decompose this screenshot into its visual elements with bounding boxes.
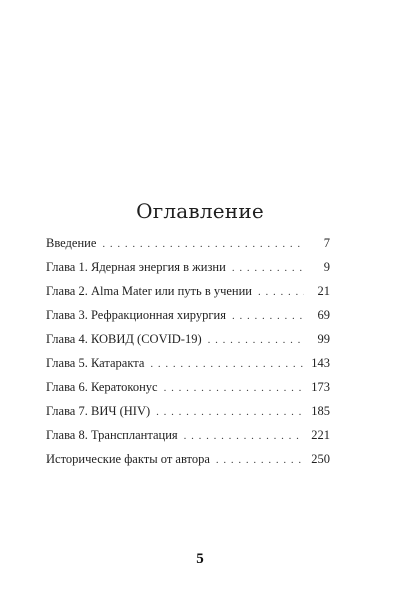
toc-entry-page-number: 21 (317, 284, 330, 298)
toc-entry-title: Исторические факты от автора (46, 452, 210, 466)
toc-entry (46, 380, 330, 404)
toc-heading: Оглавление (136, 199, 264, 223)
dot-leader (164, 382, 304, 394)
dot-leader (150, 358, 304, 370)
toc-entry-page-number: 7 (323, 236, 330, 250)
dot-leader (102, 238, 304, 250)
dot-leader (156, 406, 304, 418)
toc-entry (46, 452, 330, 476)
toc-entry-page-number: 173 (311, 380, 330, 394)
toc-entry (46, 332, 330, 356)
toc-entry-page-number: 9 (323, 260, 330, 274)
toc-entry-page-number: 185 (311, 404, 330, 418)
toc-entry-title: Глава 7. ВИЧ (HIV) (46, 404, 151, 418)
toc-entry (46, 284, 330, 308)
toc-entry-page-number: 99 (317, 332, 330, 346)
toc-entry-page-number: 250 (311, 452, 330, 466)
dot-leader (184, 430, 304, 442)
toc-entry-title: Глава 2. Alma Mater или путь в учении (46, 284, 252, 298)
toc-entry (46, 308, 330, 332)
toc-entry-title: Глава 1. Ядерная энергия в жизни (46, 260, 226, 274)
toc-entry-page-number: 69 (317, 308, 330, 322)
dot-leader (216, 454, 304, 466)
toc-entry-title: Глава 3. Рефракционная хирургия (46, 308, 226, 322)
toc-entry-title: Глава 5. Катаракта (46, 356, 145, 370)
toc-entry-title: Глава 8. Трансплантация (46, 428, 178, 442)
table-of-contents (46, 236, 330, 476)
toc-entry (46, 236, 330, 260)
toc-entry-page-number: 143 (311, 356, 330, 370)
dot-leader (258, 286, 304, 298)
toc-entry-title: Глава 6. Кератоконус (46, 380, 158, 394)
toc-entry (46, 404, 330, 428)
toc-entry (46, 428, 330, 452)
dot-leader (232, 310, 304, 322)
page-number: 5 (196, 551, 204, 567)
dot-leader (232, 262, 304, 274)
toc-entry-page-number: 221 (311, 428, 330, 442)
toc-entry (46, 356, 330, 380)
dot-leader (208, 334, 304, 346)
toc-entry-title: Введение (46, 236, 97, 250)
toc-entry (46, 260, 330, 284)
toc-entry-title: Глава 4. КОВИД (COVID-19) (46, 332, 202, 346)
